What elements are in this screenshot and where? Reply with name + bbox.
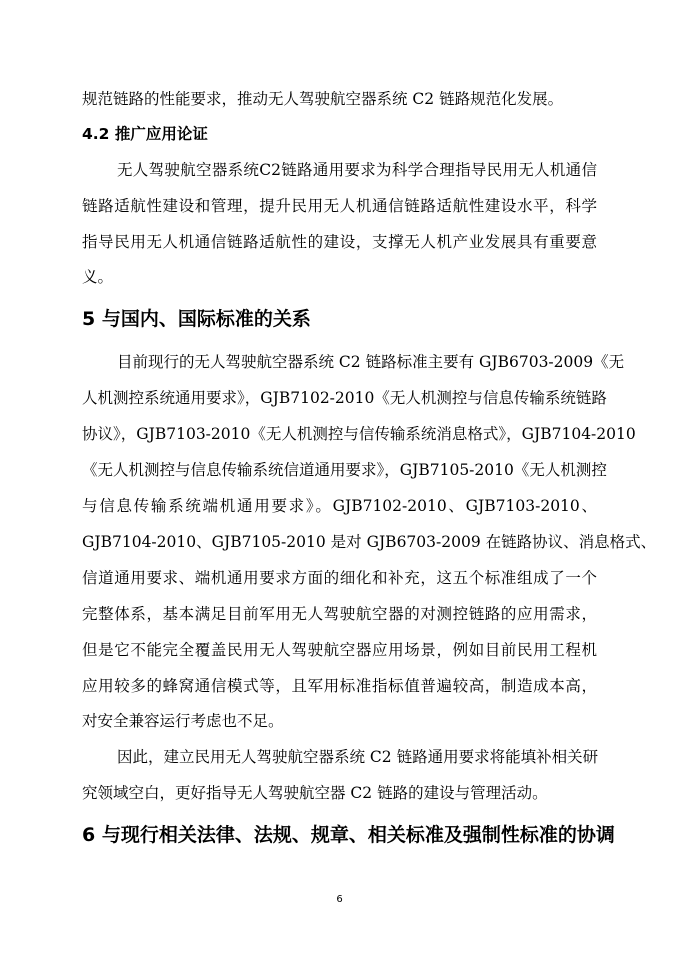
- page-number: 6: [336, 894, 343, 905]
- section-heading-6: 6 与现行相关法律、法规、规章、相关标准及强制性标准的协调: [82, 824, 615, 846]
- paragraph-line: 无人驾驶航空器系统C2链路通用要求为科学合理指导民用无人机通信: [117, 161, 597, 179]
- section-heading-4-2: 4.2 推广应用论证: [82, 125, 208, 143]
- paragraph-line: 对安全兼容运行考虑也不足。: [82, 712, 284, 730]
- paragraph-line: 应用较多的蜂窝通信模式等，且军用标准指标值普遍较高，制造成本高，: [82, 677, 597, 695]
- paragraph-line: 人机测控系统通用要求》，GJB7102-2010《无人机测控与信息传输系统链路: [82, 389, 607, 407]
- paragraph-line: 义。: [82, 268, 114, 286]
- paragraph-line: 《无人机测控与信息传输系统信道通用要求》，GJB7105-2010《无人机测控: [82, 461, 607, 479]
- paragraph-line: 完整体系，基本满足目前军用无人驾驶航空器的对测控链路的应用需求，: [82, 605, 597, 623]
- paragraph-line: 目前现行的无人驾驶航空器系统 C2 链路标准主要有 GJB6703-2009《无: [117, 353, 625, 371]
- paragraph-line: 协议》，GJB7103-2010《无人机测控与信传输系统消息格式》，GJB7104-2010: [82, 425, 636, 443]
- paragraph-line: 信道通用要求、端机通用要求方面的细化和补充，这五个标准组成了一个: [82, 569, 597, 587]
- paragraph-line: 与信息传输系统端机通用要求》。GJB7102-2010、GJB7103-2010、: [82, 497, 597, 515]
- paragraph-line: 因此，建立民用无人驾驶航空器系统 C2 链路通用要求将能填补相关研: [117, 748, 599, 766]
- section-heading-5: 5 与国内、国际标准的关系: [82, 308, 311, 330]
- paragraph-line: 但是它不能完全覆盖民用无人驾驶航空器应用场景，例如目前民用工程机: [82, 641, 597, 659]
- paragraph-line: 指导民用无人机通信链路适航性的建设，支撑无人机产业发展具有重要意: [82, 233, 597, 251]
- paragraph-line: 规范链路的性能要求，推动无人驾驶航空器系统 C2 链路规范化发展。: [82, 90, 564, 108]
- paragraph-line: GJB7104-2010、GJB7105-2010 是对 GJB6703-2009 在链路协议、消息格式、: [82, 533, 657, 551]
- paragraph-line: 链路适航性建设和管理，提升民用无人机通信链路适航性建设水平，科学: [82, 197, 597, 215]
- paragraph-line: 究领域空白，更好指导无人驾驶航空器 C2 链路的建设与管理活动。: [82, 784, 548, 802]
